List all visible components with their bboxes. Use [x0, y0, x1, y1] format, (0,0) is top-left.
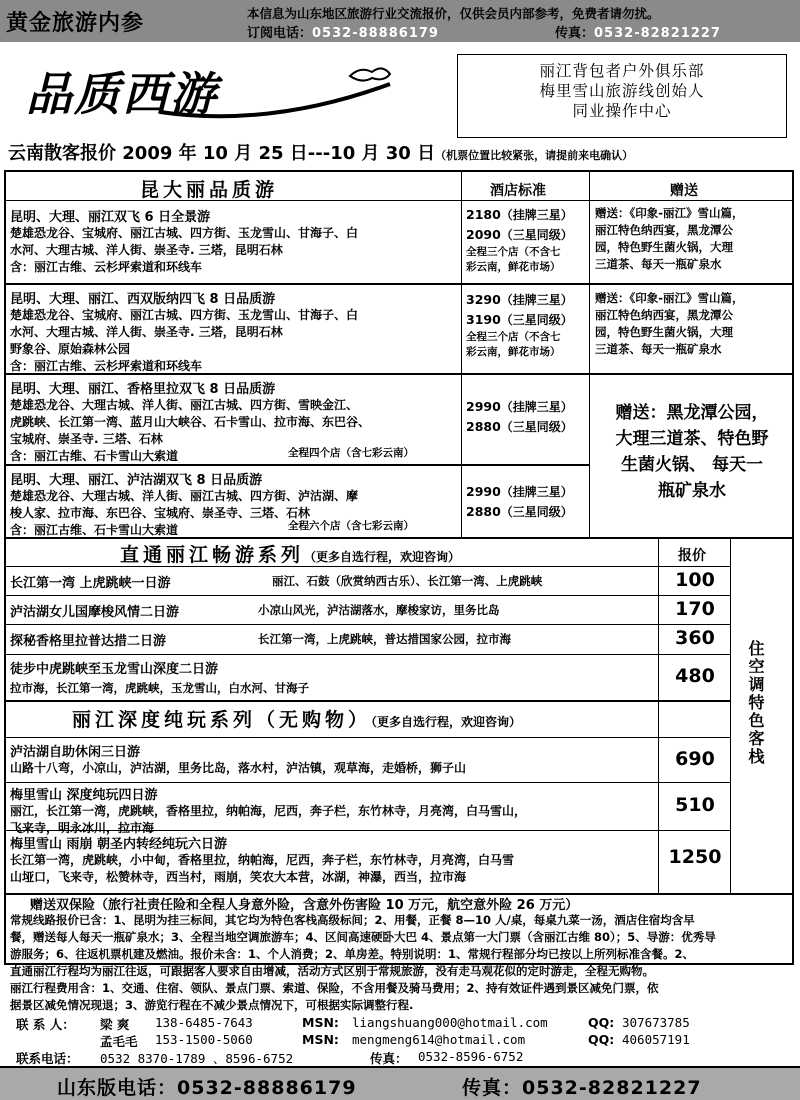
trip-price: 690	[675, 748, 715, 770]
route-2-gift: 赠送：《印象-丽江》雪山篇， 丽江特色纳西宴，黑龙潭公 园，特色野生菌火锅，大理 三道茶、每天一瓶矿泉水	[595, 291, 744, 356]
fax-number: 0532-8596-6752	[418, 1049, 524, 1064]
fax-label: 传真：	[370, 1051, 408, 1066]
section1-title: 昆大丽品质游	[140, 179, 279, 201]
logo-swoosh-icon	[150, 62, 410, 122]
pricing-notes: 常规线路报价已含：1、昆明为挂三标间，其它均为特色客栈高级标间；2、用餐，正餐 8—10 人/桌，每桌九菜一汤，酒店住宿均含早 餐，赠送每人每天一瓶矿泉水；3、全程当地空调旅游车；4、区间高速硬卧大巴 4、景点第一大门票（含丽江古维 80）；5、导游：优秀导 游服务；6、往返机票机建及燃油。报价未含：1、个人消费；2、单房差。特别说明：1、常规行程部分均已按以上所列标准含餐。2、 直通丽江行程均为丽江往返，可跟据客人要求自由增减，活动方式区别于常规旅游，没有走马观花似的定时游走，全程无购物。 丽江行程费用含：1、交通、住宿、领队、景点门票、索道、保险，不含用餐及骑马费用；2、持有效证件遇到景区减免门票，依 据景区减免情况现退；3、游览行程在不减少景点情况下，可根据实际调整行程.	[10, 913, 716, 1012]
section3-title: 丽江深度纯玩系列（无购物）（更多自选行程，欢迎咨询）	[72, 709, 522, 731]
trip-row: 徒步中虎跳峡至玉龙雪山深度二日游	[10, 662, 219, 677]
col-price-header: 报价	[678, 548, 706, 564]
col-hotel-header: 酒店标准	[490, 183, 546, 199]
trip-row: 梅里雪山 深度纯玩四日游 丽江，长江第一湾，虎跳峡，香格里拉，纳帕海，尼西，奔子栏，东竹林寺，月亮湾，白马雪山， 飞来寺，明永冰川，拉市海	[10, 788, 527, 835]
route-4-hotel: 2990（挂牌三星） 2880（三星同级）	[466, 484, 573, 519]
trip-row: 泸沽湖自助休闲三日游 山路十八弯，小凉山，泸沽湖，里务比岛，落水村，泸沽镇，观草海，走婚桥，狮子山	[10, 745, 467, 775]
route-1-hotel: 2180（挂牌三星） 2090（三星同级） 全程三个店（不含七 彩云南，鲜花市场）	[466, 207, 573, 273]
contact-label: 联 系 人：	[16, 1017, 75, 1032]
contact-msn: mengmeng614@hotmail.com	[352, 1032, 526, 1047]
trip-price: 510	[675, 794, 715, 816]
accommodation-note: 住空调特色客栈	[746, 640, 765, 766]
brand-title: 黄金旅游内参	[6, 11, 145, 36]
route-3-hotel: 2990（挂牌三星） 2880（三星同级）	[466, 399, 573, 434]
trip-price: 480	[675, 665, 715, 687]
header-bar	[0, 0, 800, 42]
route-1-gift: 赠送：《印象-丽江》雪山篇， 丽江特色纳西宴，黑龙潭公 园，特色野生菌火锅，大理 三道茶、每天一瓶矿泉水	[595, 206, 744, 271]
bottom-fax: 传真：0532-82821227	[462, 1077, 702, 1099]
contact-phone: 138-6485-7643	[155, 1015, 253, 1030]
header-fax: 传真：0532-82821227	[555, 26, 721, 41]
route-1: 昆明、大理、丽江双飞 6 日全景游 楚雄恐龙谷、宝城府、丽江古城、四方街、玉龙雪山、甘海子、白 水河、大理古城、洋人街、崇圣寺. 三塔，昆明石林 含：丽江古维、云杉坪索道和环线车	[10, 210, 359, 274]
route-4-store-note: 全程六个店（含七彩云南）	[288, 520, 414, 532]
route-3-4-gift: 赠送：黑龙潭公园， 大理三道茶、特色野 生菌火锅、 每天一 瓶矿泉水	[615, 403, 769, 501]
contact-name: 梁 爽	[100, 1017, 130, 1032]
trip-price: 100	[675, 569, 715, 591]
price-period-title: 云南散客报价 2009 年 10 月 25 日---10 月 30 日（机票位置比较紧张，请提前来电确认）	[8, 143, 634, 164]
route-2-hotel: 3290（挂牌三星） 3190（三星同级） 全程三个店（不含七 彩云南，鲜花市场）	[466, 292, 573, 358]
trip-row: 探秘香格里拉普达措二日游	[10, 634, 167, 649]
trip-price: 360	[675, 627, 715, 649]
contact-qq: 406057191	[622, 1032, 690, 1047]
col-gift-header: 赠送	[670, 183, 698, 199]
bottom-phone: 山东版电话：0532-88886179	[57, 1077, 357, 1099]
contact-phone: 153-1500-5060	[155, 1032, 253, 1047]
contact-name: 孟毛毛	[100, 1034, 138, 1049]
contact-qq: 307673785	[622, 1015, 690, 1030]
section2-title: 直通丽江畅游系列（更多自选行程，欢迎咨询）	[120, 544, 461, 566]
contact-msn: liangshuang000@hotmail.com	[352, 1015, 548, 1030]
info-box: 丽江背包者户外俱乐部 梅里雪山旅游线创始人 同业操作中心	[457, 54, 787, 138]
route-4: 昆明、大理、丽江、泸沽湖双飞 8 日品质游 楚雄恐龙谷、大理古城、洋人街、丽江古城、四方街、泸沽湖、摩 梭人家、拉市海、东巴谷、宝城府、崇圣寺、三塔、石林 含：丽江古维、石卡雪山大索道	[10, 473, 359, 537]
trip-row: 梅里雪山 雨崩 朝圣内转经纯玩六日游 长江第一湾，虎跳峡，小中甸，香格里拉，纳帕海，尼西，奔子栏，东竹林寺，月亮湾，白马雪 山垭口，飞来寺，松赞林寺，西当村，雨崩，笑农大本营，冰湖，神瀑，西当，拉市海	[10, 837, 515, 884]
route-3-store-note: 全程四个店（含七彩云南）	[288, 447, 414, 459]
trip-row: 长江第一湾 上虎跳峡一日游	[10, 576, 171, 591]
trip-price: 1250	[668, 846, 722, 868]
insurance-note: 赠送双保险（旅行社责任险和全程人身意外险，含意外伤害险 10 万元，航空意外险 26 万元）	[30, 898, 579, 913]
route-2: 昆明、大理、丽江、西双版纳四飞 8 日品质游 楚雄恐龙谷、宝城府、丽江古城、四方街、玉龙雪山、甘海子、白 水河、大理古城、洋人街、崇圣寺. 三塔，昆明石林 野象谷、原始森林公园 含：丽江古维、云杉坪索道和环线车	[10, 292, 359, 373]
header-phone: 订阅电话：0532-88886179	[247, 26, 439, 41]
tel-label: 联系电话：	[16, 1051, 79, 1066]
route-3: 昆明、大理、丽江、香格里拉双飞 8 日品质游 楚雄恐龙谷、大理古城、洋人街、丽江古城、四方街、雪映金江、 虎跳峡、长江第一湾、蓝月山大峡谷、石卡雪山、拉市海、东巴谷、 宝城府、崇圣寺. 三塔、石林 含：丽江古维、石卡雪山大索道	[10, 382, 371, 463]
trip-row: 泸沽湖女儿国摩梭风情二日游	[10, 605, 180, 620]
trip-price: 170	[675, 598, 715, 620]
bottom-bar	[0, 1066, 800, 1100]
tel-number: 0532 8370-1789 、8596-6752	[100, 1051, 294, 1066]
header-notice: 本信息为山东地区旅游行业交流报价，仅供会员内部参考，免费者请勿扰。	[247, 6, 660, 21]
logo-text: 品质西游	[26, 67, 218, 121]
